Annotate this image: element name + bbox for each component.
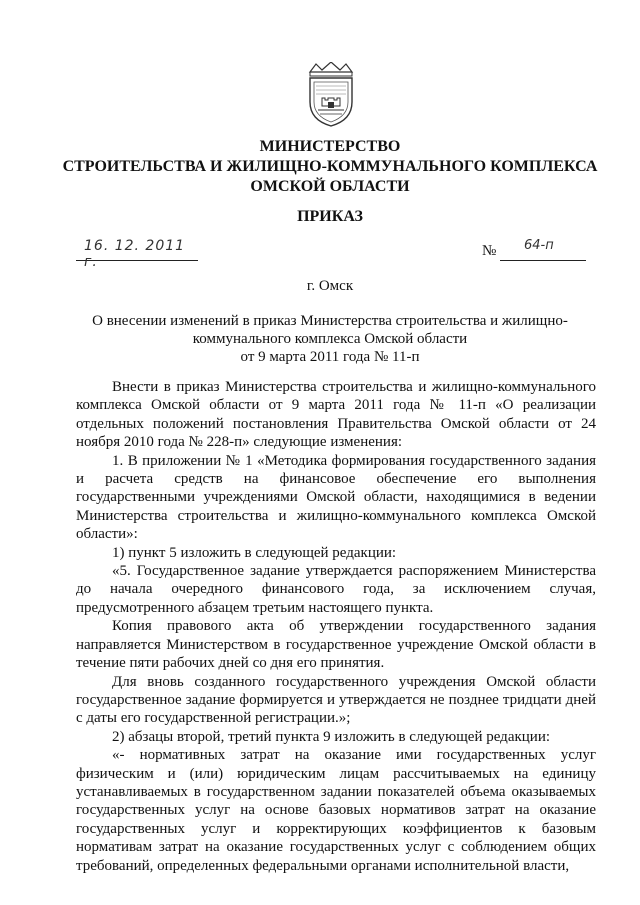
body-paragraph: 2) абзацы второй, третий пункта 9 изложить в следующей редакции:: [112, 728, 551, 745]
order-subject: [80, 312, 580, 366]
ministry-title: [60, 137, 600, 197]
city-name: г. Омск: [306, 278, 354, 294]
number-sign: №: [482, 243, 497, 259]
subject-line: коммунального комплекса Омской области: [192, 331, 468, 347]
subject-line: О внесении изменений в приказ Министерства строительства и жилищно-: [92, 313, 568, 329]
handwritten-order-number: 64-п: [524, 238, 554, 253]
body-paragraph: 1. В приложении № 1 «Методика формирования государственного задания и расчета средств на финансовое обеспечение его выполнения государственными учреждениями Омской области, находящимися в ведении Министерства строительства и жилищно-коммунального комплекса Омской области»:: [76, 452, 596, 543]
order-title: ПРИКАЗ: [297, 208, 363, 225]
ministry-title-line: СТРОИТЕЛЬСТВА И ЖИЛИЩНО-КОММУНАЛЬНОГО КОМПЛЕКСА: [62, 158, 598, 175]
subject-line: от 9 марта 2011 года № 11-п: [240, 349, 420, 365]
body-paragraph: 1) пункт 5 изложить в следующей редакции:: [112, 544, 397, 561]
body-paragraph: «5. Государственное задание утверждается распоряжением Министерства до начала очередного финансового года, за исключением случая, предусмотренного абзацем третьим настоящего пункта.: [76, 563, 596, 616]
omsk-coat-of-arms-icon: [304, 62, 358, 128]
body-paragraph: «- нормативных затрат на оказание ими государственных услуг физическим и (или) юридическим лицам рассчитываемых на единицу устанавливаемых в государственном задании показателей объема оказываемых государственных услуг на основе базовых нормативов затрат на оказание государственных услуг и корректирующих коэффициентов к базовым нормативам затрат на оказание государственных услуг с соблюдением общих требований, определенных федеральными органами исполнительной власти,: [76, 747, 596, 874]
ministry-title-line: МИНИСТЕРСТВО: [259, 138, 401, 155]
handwritten-date: 16. 12. 2011 г.: [84, 238, 186, 270]
date-field: [76, 238, 198, 270]
body-paragraph: Внести в приказ Министерства строительства и жилищно-коммунального комплекса Омской области от 9 марта 2011 года № 11-п «О реализации отдельных положений постановления Правительства Омской области от 24 ноября 2010 года № 228-п» следующие изменения:: [76, 379, 596, 451]
order-number-field: [500, 238, 586, 261]
body-paragraph: Копия правового акта об утверждении государственного задания направляется Министерством в государственное учреждение Омской области в течение пяти рабочих дней со дня его принятия.: [76, 618, 596, 672]
document-body: [76, 378, 596, 875]
body-paragraph: Для вновь созданного государственного учреждения Омской области государственное задание формируется и утверждается не позднее тридцати дней с даты его государственной регистрации.»;: [76, 673, 596, 727]
ministry-title-line: ОМСКОЙ ОБЛАСТИ: [250, 178, 410, 195]
